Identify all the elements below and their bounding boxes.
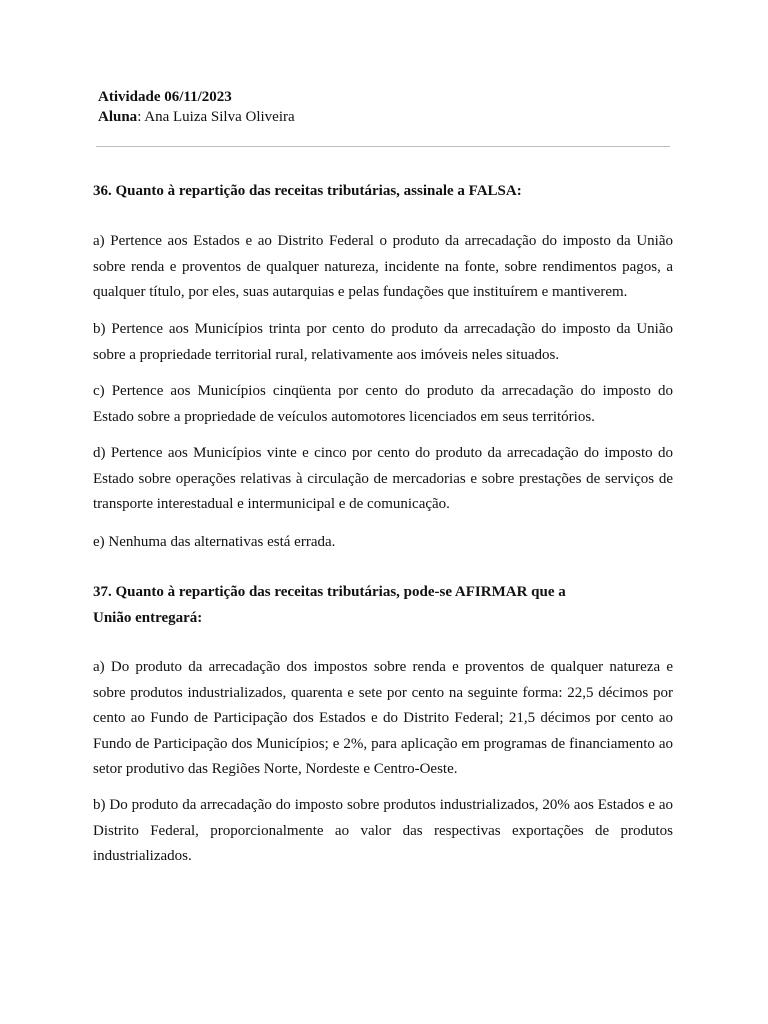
question-36-option-a: a) Pertence aos Estados e ao Distrito Federal o produto da arrecadação do imposto da União sobre renda e proventos de qualquer natureza, incidente na fonte, sobre rendimentos pagos, a qualquer título, por eles, suas autarquias e pelas fundações que instituírem e mantiverem. — [93, 233, 673, 300]
question-37-option-a: a) Do produto da arrecadação dos impostos sobre renda e proventos de qualquer natureza e sobre produtos industrializados, quarenta e sete por cento na seguinte forma: 22,5 décimos por cento ao Fundo de Participação dos Estados e do Distrito Federal; 21,5 décimos por cento ao Fundo de Participação dos Municípios; e 2%, para aplicação em programas de financiamento ao setor produtivo das Regiões Norte, Nordeste e Centro-Oeste. — [93, 659, 673, 777]
question-36-title: 36. Quanto à repartição das receitas tributárias, assinale a FALSA: — [93, 183, 522, 199]
header-divider — [96, 146, 670, 147]
document-header — [98, 87, 295, 127]
question-36-option-b: b) Pertence aos Municípios trinta por cento do produto da arrecadação do imposto da União sobre a propriedade territorial rural, relativamente aos imóveis neles situados. — [93, 321, 673, 363]
student-label: Aluna — [98, 109, 138, 125]
question-36-option-e: e) Nenhuma das alternativas está errada. — [93, 534, 336, 550]
question-36-option-c: c) Pertence aos Municípios cinqüenta por cento do produto da arrecadação do imposto do Estado sobre a propriedade de veículos automotores licenciados em seus territórios. — [93, 383, 673, 425]
question-36-option-d: d) Pertence aos Municípios vinte e cinco por cento do produto da arrecadação do imposto do Estado sobre operações relativas à circulação de mercadorias e sobre prestações de serviços de transporte interestadual e intermunicipal e de comunicação. — [93, 445, 673, 512]
question-37-title-line-1: 37. Quanto à repartição das receitas tributárias, pode-se AFIRMAR que a — [93, 584, 566, 600]
question-37-title-line-2: União entregará: — [93, 610, 203, 626]
student-line — [98, 107, 295, 127]
question-37-option-b: b) Do produto da arrecadação do imposto sobre produtos industrializados, 20% aos Estados e ao Distrito Federal, proporcionalmente ao valor das respectivas exportações de produtos industrializados. — [93, 797, 673, 864]
question-37-title — [93, 579, 673, 631]
activity-title: Atividade 06/11/2023 — [98, 89, 232, 105]
student-name: : Ana Luiza Silva Oliveira — [137, 109, 295, 125]
